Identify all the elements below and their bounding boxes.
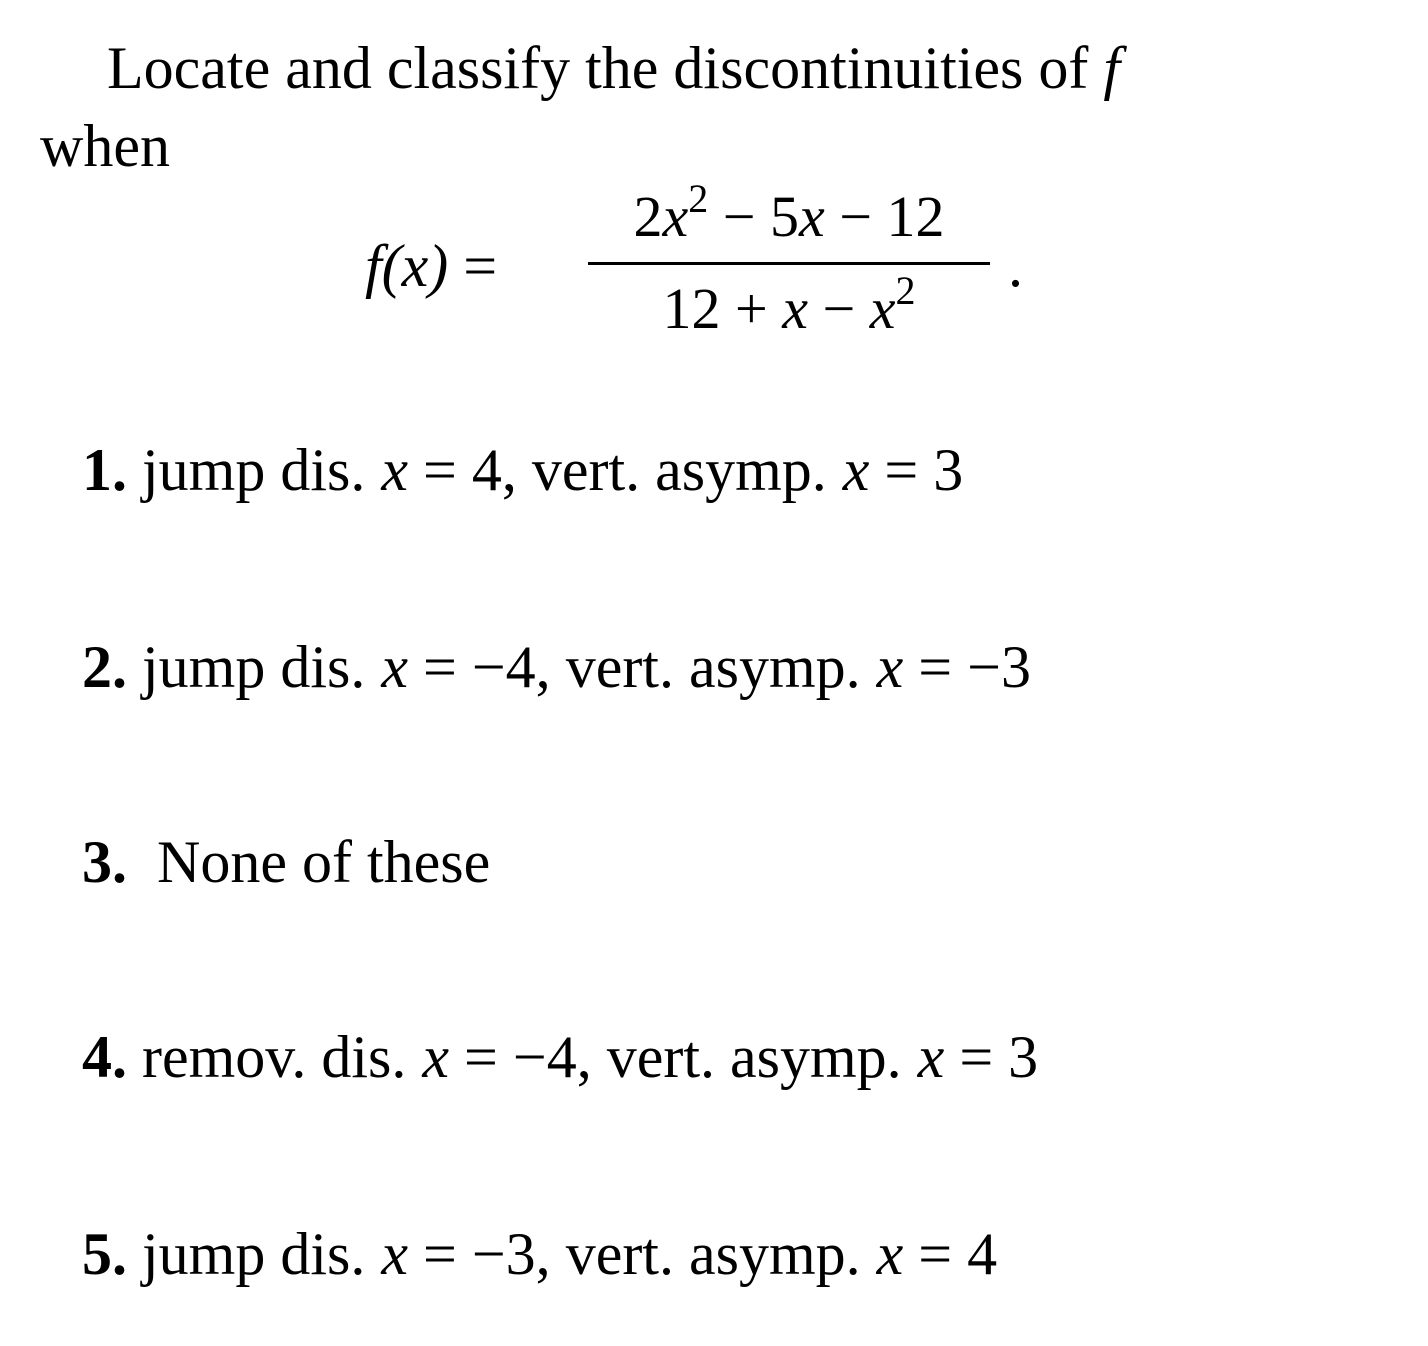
exponent: 2 [895,268,916,313]
value: = 3 [944,1024,1039,1090]
numerator [588,176,990,249]
var: x [876,1221,904,1287]
value: = −4, [408,634,551,700]
var: x [422,1024,450,1090]
option-3[interactable] [82,829,491,895]
var: x [381,634,408,700]
fraction [588,176,990,341]
label: vert. asymp. [531,437,827,503]
value: = −3 [903,634,1031,700]
value: = 4, [408,437,517,503]
value: = 4 [903,1221,998,1287]
var: x [869,276,896,341]
option-5[interactable] [82,1221,998,1287]
option-number: 5. [82,1221,127,1287]
option-type: jump dis. [142,1221,366,1287]
denominator [588,268,990,341]
option-number: 2. [82,634,127,700]
label: vert. asymp. [565,634,861,700]
value: = −3, [408,1221,551,1287]
value: = 3 [869,437,964,503]
var: x [381,437,408,503]
option-type: jump dis. [142,437,366,503]
term: − 12 [824,184,945,249]
option-2[interactable] [82,634,1031,700]
label: vert. asymp. [565,1221,861,1287]
value: = −4, [449,1024,592,1090]
var: x [662,184,689,249]
lhs-arg: (x) [381,233,449,299]
option-type: remov. dis. [142,1024,407,1090]
option-1[interactable] [82,437,964,503]
option-type: jump dis. [142,634,366,700]
var: x [799,184,825,249]
var: x [917,1024,945,1090]
formula-lhs [365,233,498,299]
var: x [876,634,904,700]
term: − [808,276,870,341]
coef: 2 [633,184,663,249]
equals-sign: = [463,233,498,299]
option-number: 4. [82,1024,127,1090]
fraction-bar [588,262,990,265]
question-text: Locate and classify the discontinuities of [107,35,1104,101]
exponent: 2 [688,176,709,221]
term: − 5 [708,184,799,249]
option-4[interactable] [82,1024,1039,1090]
var: x [842,437,870,503]
formula-period: . [1008,233,1023,299]
term: 12 + [662,276,783,341]
var: x [782,276,808,341]
option-text: None of these [157,829,491,895]
var: x [381,1221,408,1287]
question-line-2: when [40,113,170,179]
question-line-1 [107,35,1121,101]
lhs-func: f [365,233,382,299]
function-var: f [1103,35,1121,101]
option-number: 1. [82,437,127,503]
label: vert. asymp. [606,1024,902,1090]
option-number: 3. [82,829,127,895]
